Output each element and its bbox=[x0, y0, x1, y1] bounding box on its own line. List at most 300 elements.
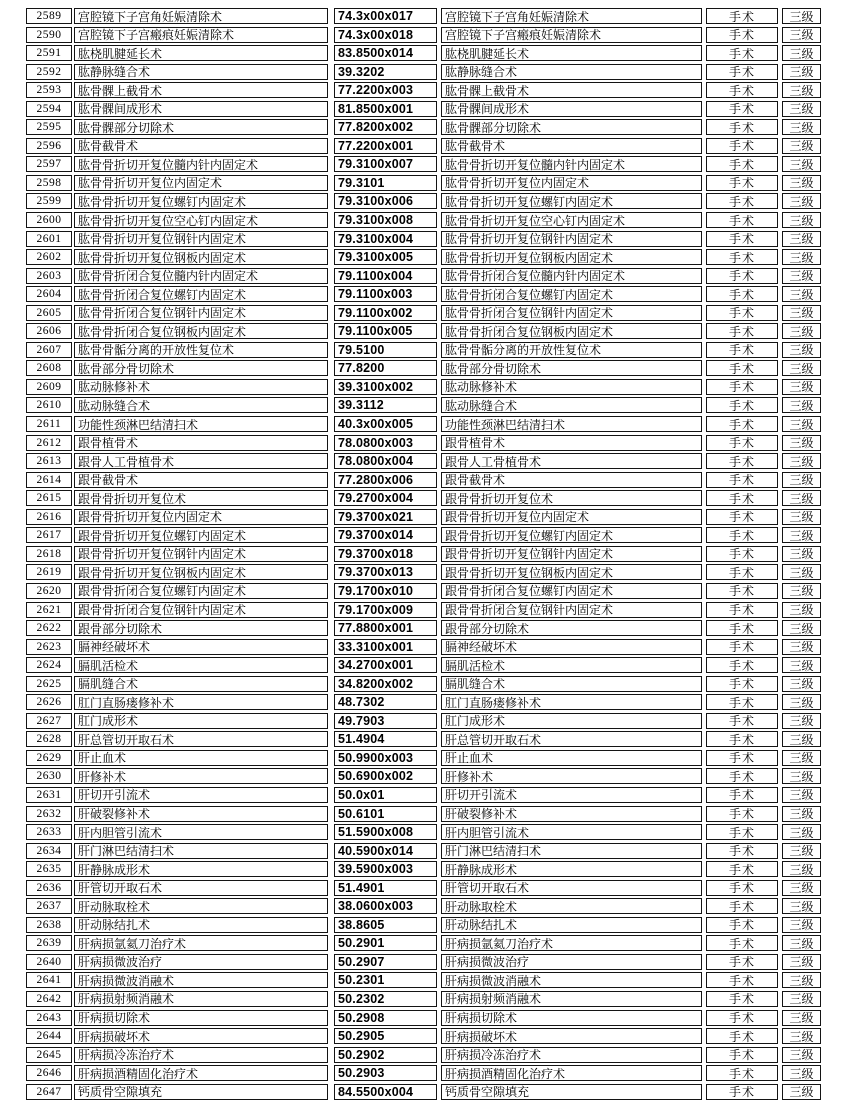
procedure-name-repeat-cell: 肱骨骨折闭合复位钢板内固定术 bbox=[441, 323, 702, 339]
level-cell: 三级 bbox=[782, 8, 821, 24]
procedure-name-repeat-cell: 肱骨骨折切开复位钢板内固定术 bbox=[441, 249, 702, 265]
level-cell: 三级 bbox=[782, 138, 821, 154]
level-cell: 三级 bbox=[782, 1010, 821, 1026]
procedure-name-repeat-cell: 肝破裂修补术 bbox=[441, 806, 702, 822]
procedure-name-repeat-cell: 肱骨骨折切开复位内固定术 bbox=[441, 175, 702, 191]
procedure-name-cell: 跟骨骨折切开复位术 bbox=[74, 490, 328, 506]
table-row bbox=[26, 453, 850, 469]
procedure-name-repeat-cell: 肝切开引流术 bbox=[441, 787, 702, 803]
procedure-name-cell: 肛门成形术 bbox=[74, 713, 328, 729]
category-cell: 手术 bbox=[706, 787, 778, 803]
procedure-name-repeat-cell: 肝动脉取栓术 bbox=[441, 898, 702, 914]
category-cell: 手术 bbox=[706, 231, 778, 247]
row-number-cell: 2599 bbox=[26, 193, 72, 209]
procedure-name-cell: 肝动脉结扎术 bbox=[74, 917, 328, 933]
category-cell: 手术 bbox=[706, 1028, 778, 1044]
procedure-name-repeat-cell: 跟骨骨折切开复位螺钉内固定术 bbox=[441, 527, 702, 543]
procedure-code-cell: 79.1100x004 bbox=[334, 268, 437, 284]
row-number-cell: 2632 bbox=[26, 806, 72, 822]
level-cell: 三级 bbox=[782, 342, 821, 358]
row-number-cell: 2600 bbox=[26, 212, 72, 228]
procedure-code-cell: 50.0x01 bbox=[334, 787, 437, 803]
procedure-name-cell: 肱骨骨折切开复位钢针内固定术 bbox=[74, 231, 328, 247]
procedure-code-cell: 40.5900x014 bbox=[334, 843, 437, 859]
table-row bbox=[26, 509, 850, 525]
procedure-name-repeat-cell: 肝静脉成形术 bbox=[441, 861, 702, 877]
table-row bbox=[26, 694, 850, 710]
procedure-code-cell: 83.8500x014 bbox=[334, 45, 437, 61]
table-row bbox=[26, 750, 850, 766]
level-cell: 三级 bbox=[782, 546, 821, 562]
procedure-name-repeat-cell: 肱静脉缝合术 bbox=[441, 64, 702, 80]
procedure-name-cell: 肱骨骨折闭合复位髓内针内固定术 bbox=[74, 268, 328, 284]
procedure-name-cell: 跟骨骨折切开复位钢板内固定术 bbox=[74, 564, 328, 580]
procedure-name-cell: 肱骨骨折切开复位髓内针内固定术 bbox=[74, 156, 328, 172]
procedure-name-cell: 肱动脉修补术 bbox=[74, 379, 328, 395]
procedure-name-cell: 肝病损酒精固化治疗术 bbox=[74, 1065, 328, 1081]
row-number-cell: 2638 bbox=[26, 917, 72, 933]
procedure-code-cell: 50.2901 bbox=[334, 935, 437, 951]
procedure-name-repeat-cell: 肱骨骨折闭合复位钢针内固定术 bbox=[441, 305, 702, 321]
procedure-code-cell: 79.3100x007 bbox=[334, 156, 437, 172]
procedure-name-cell: 肱骨骨折闭合复位钢针内固定术 bbox=[74, 305, 328, 321]
category-cell: 手术 bbox=[706, 1010, 778, 1026]
category-cell: 手术 bbox=[706, 193, 778, 209]
category-cell: 手术 bbox=[706, 583, 778, 599]
category-cell: 手术 bbox=[706, 546, 778, 562]
procedure-code-cell: 38.0600x003 bbox=[334, 898, 437, 914]
table-row bbox=[26, 212, 850, 228]
category-cell: 手术 bbox=[706, 713, 778, 729]
procedure-name-cell: 肝病损微波治疗 bbox=[74, 954, 328, 970]
procedure-code-cell: 50.2903 bbox=[334, 1065, 437, 1081]
level-cell: 三级 bbox=[782, 323, 821, 339]
level-cell: 三级 bbox=[782, 64, 821, 80]
level-cell: 三级 bbox=[782, 212, 821, 228]
procedure-name-cell: 肱骨骨骺分离的开放性复位术 bbox=[74, 342, 328, 358]
category-cell: 手术 bbox=[706, 435, 778, 451]
procedure-name-repeat-cell: 肱骨骨骺分离的开放性复位术 bbox=[441, 342, 702, 358]
procedure-code-cell: 79.2700x004 bbox=[334, 490, 437, 506]
procedure-name-repeat-cell: 跟骨植骨术 bbox=[441, 435, 702, 451]
procedure-code-cell: 50.6101 bbox=[334, 806, 437, 822]
category-cell: 手术 bbox=[706, 676, 778, 692]
table-row bbox=[26, 806, 850, 822]
procedure-name-cell: 肱骨截骨术 bbox=[74, 138, 328, 154]
procedure-name-cell: 肝修补术 bbox=[74, 768, 328, 784]
level-cell: 三级 bbox=[782, 472, 821, 488]
table-row bbox=[26, 45, 850, 61]
row-number-cell: 2617 bbox=[26, 527, 72, 543]
procedure-name-repeat-cell: 肱桡肌腱延长术 bbox=[441, 45, 702, 61]
row-number-cell: 2644 bbox=[26, 1028, 72, 1044]
procedure-code-cell: 50.6900x002 bbox=[334, 768, 437, 784]
procedure-name-repeat-cell: 肱动脉缝合术 bbox=[441, 397, 702, 413]
procedure-name-cell: 肝静脉成形术 bbox=[74, 861, 328, 877]
procedure-name-cell: 肝病损切除术 bbox=[74, 1010, 328, 1026]
row-number-cell: 2608 bbox=[26, 360, 72, 376]
category-cell: 手术 bbox=[706, 175, 778, 191]
procedure-name-cell: 膈肌活检术 bbox=[74, 657, 328, 673]
procedure-code-cell: 50.2907 bbox=[334, 954, 437, 970]
level-cell: 三级 bbox=[782, 583, 821, 599]
procedure-name-cell: 肝切开引流术 bbox=[74, 787, 328, 803]
procedure-code-cell: 50.2908 bbox=[334, 1010, 437, 1026]
table-row bbox=[26, 583, 850, 599]
procedure-code-cell: 79.3100x004 bbox=[334, 231, 437, 247]
procedure-code-cell: 81.8500x001 bbox=[334, 101, 437, 117]
procedure-name-repeat-cell: 肛门直肠瘘修补术 bbox=[441, 694, 702, 710]
procedure-code-cell: 77.8200x002 bbox=[334, 119, 437, 135]
level-cell: 三级 bbox=[782, 435, 821, 451]
category-cell: 手术 bbox=[706, 472, 778, 488]
procedure-name-repeat-cell: 跟骨骨折切开复位钢针内固定术 bbox=[441, 546, 702, 562]
table-row bbox=[26, 323, 850, 339]
procedure-name-repeat-cell: 肱骨髁间成形术 bbox=[441, 101, 702, 117]
table-row bbox=[26, 101, 850, 117]
level-cell: 三级 bbox=[782, 45, 821, 61]
row-number-cell: 2612 bbox=[26, 435, 72, 451]
procedure-name-repeat-cell: 肱骨骨折闭合复位螺钉内固定术 bbox=[441, 286, 702, 302]
procedure-name-cell: 肱骨骨折闭合复位钢板内固定术 bbox=[74, 323, 328, 339]
level-cell: 三级 bbox=[782, 27, 821, 43]
row-number-cell: 2646 bbox=[26, 1065, 72, 1081]
procedure-name-repeat-cell: 肝动脉结扎术 bbox=[441, 917, 702, 933]
table-row bbox=[26, 898, 850, 914]
procedure-name-cell: 肱骨髁部分切除术 bbox=[74, 119, 328, 135]
row-number-cell: 2628 bbox=[26, 731, 72, 747]
table-row bbox=[26, 490, 850, 506]
level-cell: 三级 bbox=[782, 750, 821, 766]
procedure-name-repeat-cell: 肱动脉修补术 bbox=[441, 379, 702, 395]
procedure-name-repeat-cell: 跟骨骨折切开复位内固定术 bbox=[441, 509, 702, 525]
category-cell: 手术 bbox=[706, 527, 778, 543]
procedure-name-repeat-cell: 肝病损冷冻治疗术 bbox=[441, 1047, 702, 1063]
level-cell: 三级 bbox=[782, 694, 821, 710]
level-cell: 三级 bbox=[782, 286, 821, 302]
level-cell: 三级 bbox=[782, 231, 821, 247]
procedure-name-cell: 肱骨部分骨切除术 bbox=[74, 360, 328, 376]
level-cell: 三级 bbox=[782, 305, 821, 321]
table-row bbox=[26, 657, 850, 673]
row-number-cell: 2633 bbox=[26, 824, 72, 840]
procedure-name-repeat-cell: 跟骨人工骨植骨术 bbox=[441, 453, 702, 469]
procedure-name-cell: 肛门直肠瘘修补术 bbox=[74, 694, 328, 710]
category-cell: 手术 bbox=[706, 917, 778, 933]
row-number-cell: 2606 bbox=[26, 323, 72, 339]
row-number-cell: 2603 bbox=[26, 268, 72, 284]
level-cell: 三级 bbox=[782, 824, 821, 840]
category-cell: 手术 bbox=[706, 268, 778, 284]
procedure-code-cell: 79.3700x021 bbox=[334, 509, 437, 525]
procedure-name-repeat-cell: 功能性颈淋巴结清扫术 bbox=[441, 416, 702, 432]
table-row bbox=[26, 305, 850, 321]
table-row bbox=[26, 917, 850, 933]
level-cell: 三级 bbox=[782, 119, 821, 135]
procedure-name-cell: 肱骨骨折闭合复位螺钉内固定术 bbox=[74, 286, 328, 302]
category-cell: 手术 bbox=[706, 991, 778, 1007]
category-cell: 手术 bbox=[706, 27, 778, 43]
table-row bbox=[26, 602, 850, 618]
procedure-name-repeat-cell: 跟骨骨折切开复位钢板内固定术 bbox=[441, 564, 702, 580]
procedure-name-cell: 肱骨骨折切开复位内固定术 bbox=[74, 175, 328, 191]
procedure-name-cell: 肱桡肌腱延长术 bbox=[74, 45, 328, 61]
procedure-name-repeat-cell: 宫腔镜下子宫瘢痕妊娠清除术 bbox=[441, 27, 702, 43]
table-row bbox=[26, 676, 850, 692]
procedure-code-cell: 74.3x00x017 bbox=[334, 8, 437, 24]
procedure-code-cell: 34.8200x002 bbox=[334, 676, 437, 692]
row-number-cell: 2604 bbox=[26, 286, 72, 302]
procedure-name-cell: 跟骨截骨术 bbox=[74, 472, 328, 488]
procedure-code-cell: 79.3700x014 bbox=[334, 527, 437, 543]
level-cell: 三级 bbox=[782, 397, 821, 413]
table-row bbox=[26, 1047, 850, 1063]
row-number-cell: 2594 bbox=[26, 101, 72, 117]
procedure-code-cell: 77.8800x001 bbox=[334, 620, 437, 636]
procedure-name-repeat-cell: 肱骨骨折切开复位空心钉内固定术 bbox=[441, 212, 702, 228]
procedure-name-cell: 跟骨骨折闭合复位钢针内固定术 bbox=[74, 602, 328, 618]
level-cell: 三级 bbox=[782, 602, 821, 618]
procedure-name-cell: 跟骨部分切除术 bbox=[74, 620, 328, 636]
level-cell: 三级 bbox=[782, 991, 821, 1007]
procedure-name-repeat-cell: 肝病损破坏术 bbox=[441, 1028, 702, 1044]
procedure-code-cell: 79.3100x006 bbox=[334, 193, 437, 209]
table-row bbox=[26, 268, 850, 284]
table-row bbox=[26, 731, 850, 747]
procedure-name-cell: 膈神经破坏术 bbox=[74, 639, 328, 655]
level-cell: 三级 bbox=[782, 898, 821, 914]
table-row bbox=[26, 360, 850, 376]
row-number-cell: 2601 bbox=[26, 231, 72, 247]
row-number-cell: 2626 bbox=[26, 694, 72, 710]
procedure-name-cell: 肝管切开取石术 bbox=[74, 880, 328, 896]
level-cell: 三级 bbox=[782, 954, 821, 970]
procedure-code-cell: 50.2302 bbox=[334, 991, 437, 1007]
procedure-code-cell: 79.3700x013 bbox=[334, 564, 437, 580]
procedure-code-cell: 79.1700x009 bbox=[334, 602, 437, 618]
procedure-code-cell: 40.3x00x005 bbox=[334, 416, 437, 432]
level-cell: 三级 bbox=[782, 657, 821, 673]
category-cell: 手术 bbox=[706, 360, 778, 376]
procedure-name-repeat-cell: 肱骨髁上截骨术 bbox=[441, 82, 702, 98]
row-number-cell: 2610 bbox=[26, 397, 72, 413]
procedure-name-cell: 跟骨骨折切开复位螺钉内固定术 bbox=[74, 527, 328, 543]
table-row bbox=[26, 620, 850, 636]
procedure-code-cell: 50.2301 bbox=[334, 972, 437, 988]
procedure-name-cell: 肝病损破坏术 bbox=[74, 1028, 328, 1044]
level-cell: 三级 bbox=[782, 639, 821, 655]
category-cell: 手术 bbox=[706, 1084, 778, 1100]
row-number-cell: 2635 bbox=[26, 861, 72, 877]
procedure-name-repeat-cell: 肝门淋巴结清扫术 bbox=[441, 843, 702, 859]
procedure-name-cell: 肱骨骨折切开复位钢板内固定术 bbox=[74, 249, 328, 265]
table-row bbox=[26, 1084, 850, 1100]
procedure-name-repeat-cell: 钙质骨空隙填充 bbox=[441, 1084, 702, 1100]
category-cell: 手术 bbox=[706, 249, 778, 265]
procedure-code-cell: 79.3700x018 bbox=[334, 546, 437, 562]
level-cell: 三级 bbox=[782, 156, 821, 172]
level-cell: 三级 bbox=[782, 972, 821, 988]
category-cell: 手术 bbox=[706, 843, 778, 859]
procedure-code-cell: 39.5900x003 bbox=[334, 861, 437, 877]
row-number-cell: 2625 bbox=[26, 676, 72, 692]
category-cell: 手术 bbox=[706, 8, 778, 24]
row-number-cell: 2621 bbox=[26, 602, 72, 618]
row-number-cell: 2619 bbox=[26, 564, 72, 580]
row-number-cell: 2593 bbox=[26, 82, 72, 98]
table-row bbox=[26, 156, 850, 172]
procedure-code-cell: 79.1100x002 bbox=[334, 305, 437, 321]
procedure-name-repeat-cell: 肱骨截骨术 bbox=[441, 138, 702, 154]
row-number-cell: 2598 bbox=[26, 175, 72, 191]
level-cell: 三级 bbox=[782, 843, 821, 859]
level-cell: 三级 bbox=[782, 880, 821, 896]
row-number-cell: 2620 bbox=[26, 583, 72, 599]
level-cell: 三级 bbox=[782, 1028, 821, 1044]
table-row bbox=[26, 231, 850, 247]
table-row bbox=[26, 713, 850, 729]
table-row bbox=[26, 527, 850, 543]
procedure-name-repeat-cell: 肝病损射频消融术 bbox=[441, 991, 702, 1007]
procedure-table bbox=[26, 8, 850, 1100]
category-cell: 手术 bbox=[706, 82, 778, 98]
procedure-code-cell: 79.3100x005 bbox=[334, 249, 437, 265]
procedure-code-cell: 51.5900x008 bbox=[334, 824, 437, 840]
row-number-cell: 2637 bbox=[26, 898, 72, 914]
category-cell: 手术 bbox=[706, 694, 778, 710]
category-cell: 手术 bbox=[706, 138, 778, 154]
procedure-code-cell: 34.2700x001 bbox=[334, 657, 437, 673]
category-cell: 手术 bbox=[706, 954, 778, 970]
row-number-cell: 2614 bbox=[26, 472, 72, 488]
procedure-code-cell: 77.8200 bbox=[334, 360, 437, 376]
level-cell: 三级 bbox=[782, 527, 821, 543]
table-row bbox=[26, 175, 850, 191]
row-number-cell: 2642 bbox=[26, 991, 72, 1007]
table-row bbox=[26, 472, 850, 488]
table-row bbox=[26, 954, 850, 970]
procedure-code-cell: 39.3202 bbox=[334, 64, 437, 80]
category-cell: 手术 bbox=[706, 397, 778, 413]
level-cell: 三级 bbox=[782, 249, 821, 265]
category-cell: 手术 bbox=[706, 509, 778, 525]
category-cell: 手术 bbox=[706, 119, 778, 135]
procedure-name-cell: 肱骨髁上截骨术 bbox=[74, 82, 328, 98]
category-cell: 手术 bbox=[706, 453, 778, 469]
procedure-code-cell: 74.3x00x018 bbox=[334, 27, 437, 43]
procedure-name-repeat-cell: 宫腔镜下子宫角妊娠清除术 bbox=[441, 8, 702, 24]
category-cell: 手术 bbox=[706, 972, 778, 988]
procedure-code-cell: 33.3100x001 bbox=[334, 639, 437, 655]
row-number-cell: 2631 bbox=[26, 787, 72, 803]
procedure-code-cell: 39.3100x002 bbox=[334, 379, 437, 395]
table-row bbox=[26, 972, 850, 988]
level-cell: 三级 bbox=[782, 490, 821, 506]
procedure-code-cell: 50.9900x003 bbox=[334, 750, 437, 766]
category-cell: 手术 bbox=[706, 101, 778, 117]
procedure-code-cell: 51.4904 bbox=[334, 731, 437, 747]
table-row bbox=[26, 639, 850, 655]
table-row bbox=[26, 27, 850, 43]
row-number-cell: 2611 bbox=[26, 416, 72, 432]
procedure-name-repeat-cell: 肱骨部分骨切除术 bbox=[441, 360, 702, 376]
row-number-cell: 2613 bbox=[26, 453, 72, 469]
category-cell: 手术 bbox=[706, 639, 778, 655]
procedure-code-cell: 50.2905 bbox=[334, 1028, 437, 1044]
level-cell: 三级 bbox=[782, 620, 821, 636]
procedure-code-cell: 79.1100x003 bbox=[334, 286, 437, 302]
procedure-code-cell: 79.3101 bbox=[334, 175, 437, 191]
level-cell: 三级 bbox=[782, 379, 821, 395]
procedure-name-repeat-cell: 膈肌活检术 bbox=[441, 657, 702, 673]
procedure-name-repeat-cell: 肱骨骨折切开复位螺钉内固定术 bbox=[441, 193, 702, 209]
row-number-cell: 2641 bbox=[26, 972, 72, 988]
category-cell: 手术 bbox=[706, 490, 778, 506]
row-number-cell: 2616 bbox=[26, 509, 72, 525]
level-cell: 三级 bbox=[782, 806, 821, 822]
procedure-name-cell: 宫腔镜下子宫瘢痕妊娠清除术 bbox=[74, 27, 328, 43]
table-row bbox=[26, 249, 850, 265]
level-cell: 三级 bbox=[782, 1084, 821, 1100]
table-row bbox=[26, 991, 850, 1007]
procedure-code-cell: 84.5500x004 bbox=[334, 1084, 437, 1100]
procedure-name-repeat-cell: 肝止血术 bbox=[441, 750, 702, 766]
row-number-cell: 2592 bbox=[26, 64, 72, 80]
table-row bbox=[26, 935, 850, 951]
level-cell: 三级 bbox=[782, 787, 821, 803]
level-cell: 三级 bbox=[782, 101, 821, 117]
level-cell: 三级 bbox=[782, 193, 821, 209]
procedure-name-cell: 肝病损冷冻治疗术 bbox=[74, 1047, 328, 1063]
procedure-name-cell: 跟骨骨折切开复位钢针内固定术 bbox=[74, 546, 328, 562]
category-cell: 手术 bbox=[706, 212, 778, 228]
procedure-name-cell: 跟骨骨折切开复位内固定术 bbox=[74, 509, 328, 525]
procedure-name-cell: 肱骨髁间成形术 bbox=[74, 101, 328, 117]
table-row bbox=[26, 64, 850, 80]
level-cell: 三级 bbox=[782, 82, 821, 98]
procedure-name-repeat-cell: 跟骨部分切除术 bbox=[441, 620, 702, 636]
procedure-name-cell: 肱骨骨折切开复位空心钉内固定术 bbox=[74, 212, 328, 228]
procedure-name-repeat-cell: 肝病损微波治疗 bbox=[441, 954, 702, 970]
level-cell: 三级 bbox=[782, 509, 821, 525]
procedure-name-repeat-cell: 肝总管切开取石术 bbox=[441, 731, 702, 747]
procedure-name-repeat-cell: 膈肌缝合术 bbox=[441, 676, 702, 692]
category-cell: 手术 bbox=[706, 750, 778, 766]
table-row bbox=[26, 342, 850, 358]
procedure-code-cell: 48.7302 bbox=[334, 694, 437, 710]
procedure-name-cell: 肱动脉缝合术 bbox=[74, 397, 328, 413]
row-number-cell: 2624 bbox=[26, 657, 72, 673]
procedure-name-repeat-cell: 膈神经破坏术 bbox=[441, 639, 702, 655]
table-row bbox=[26, 82, 850, 98]
category-cell: 手术 bbox=[706, 898, 778, 914]
row-number-cell: 2596 bbox=[26, 138, 72, 154]
row-number-cell: 2602 bbox=[26, 249, 72, 265]
procedure-name-repeat-cell: 肱骨骨折切开复位钢针内固定术 bbox=[441, 231, 702, 247]
procedure-name-repeat-cell: 肝修补术 bbox=[441, 768, 702, 784]
table-row bbox=[26, 397, 850, 413]
procedure-name-cell: 功能性颈淋巴结清扫术 bbox=[74, 416, 328, 432]
row-number-cell: 2590 bbox=[26, 27, 72, 43]
procedure-name-repeat-cell: 肝病损微波消融术 bbox=[441, 972, 702, 988]
level-cell: 三级 bbox=[782, 416, 821, 432]
category-cell: 手术 bbox=[706, 305, 778, 321]
procedure-name-repeat-cell: 肝病损氩氦刀治疗术 bbox=[441, 935, 702, 951]
procedure-name-repeat-cell: 肱骨骨折闭合复位髓内针内固定术 bbox=[441, 268, 702, 284]
table-row bbox=[26, 768, 850, 784]
procedure-code-cell: 77.2200x003 bbox=[334, 82, 437, 98]
category-cell: 手术 bbox=[706, 379, 778, 395]
